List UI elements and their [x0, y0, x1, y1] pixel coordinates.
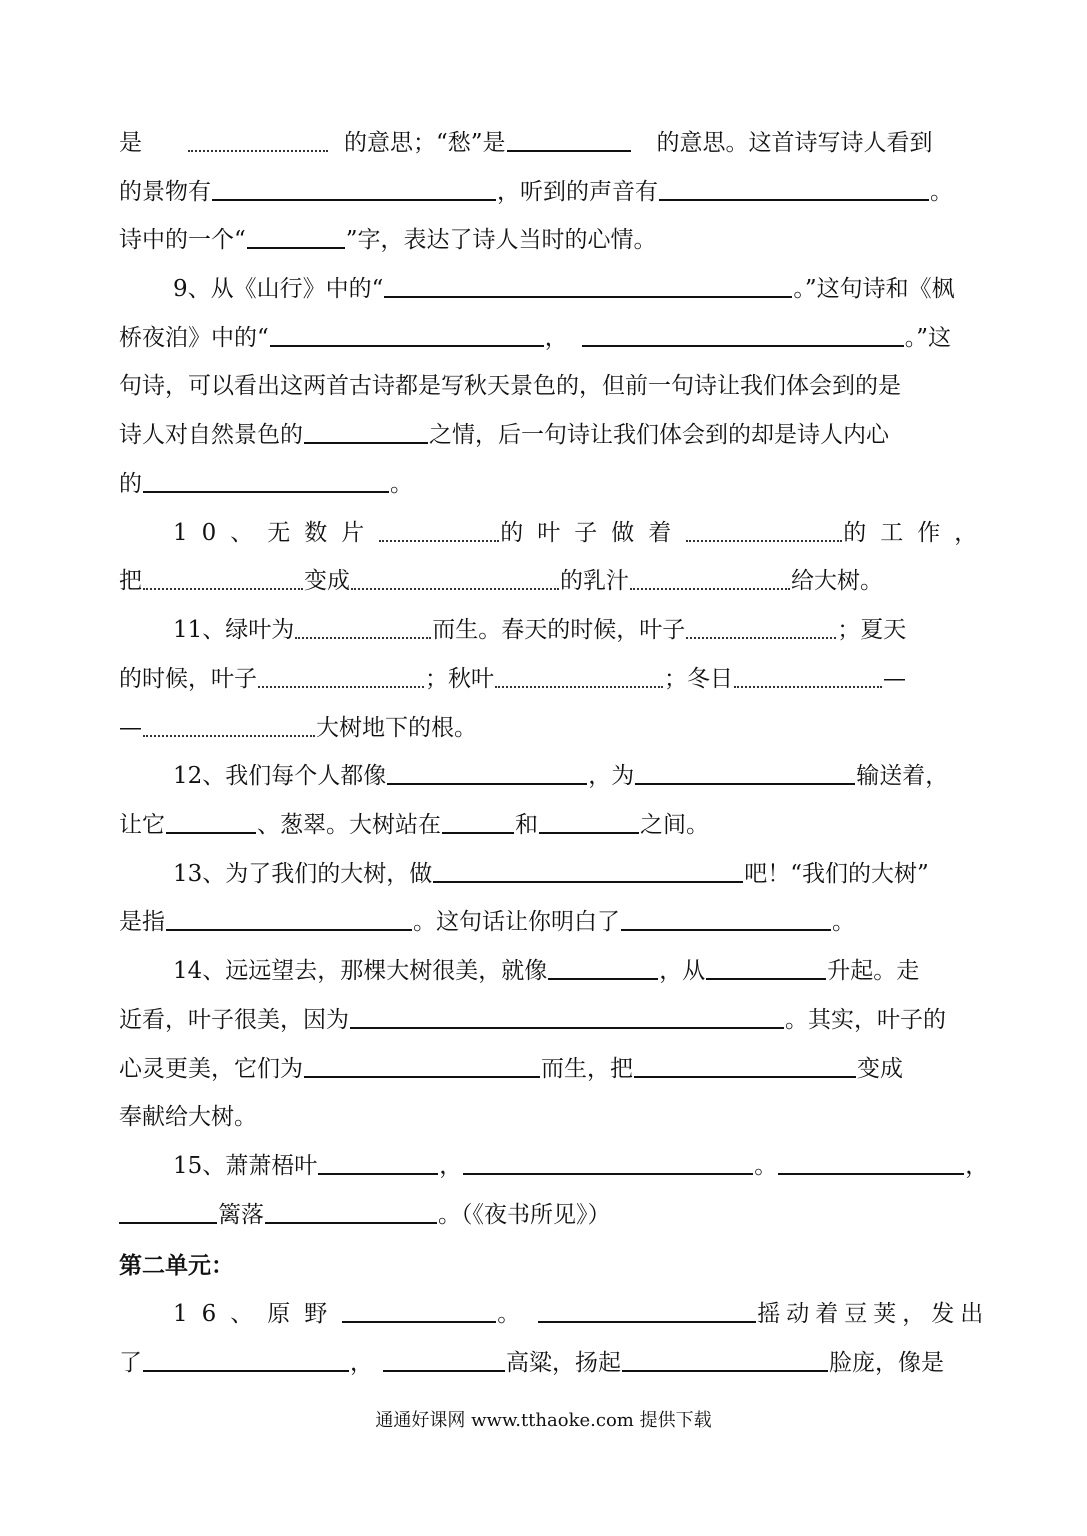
text: 的乳汁: [560, 568, 629, 594]
answer-blank[interactable]: [433, 857, 743, 883]
answer-blank[interactable]: [442, 808, 514, 834]
text: 和: [515, 812, 538, 838]
answer-blank[interactable]: [295, 613, 431, 639]
answer-blank[interactable]: [350, 1003, 784, 1029]
answer-blank[interactable]: [265, 1198, 437, 1224]
answer-blank[interactable]: [630, 564, 790, 590]
text: 的意思；“愁”是: [344, 130, 506, 156]
answer-blank[interactable]: [384, 272, 792, 298]
text: 之情，后一句诗让我们体会到的却是诗人内心: [429, 422, 889, 448]
answer-blank[interactable]: [379, 516, 499, 542]
answer-blank[interactable]: [621, 905, 831, 931]
text: 11、绿叶为: [173, 617, 295, 643]
text: 的工作，: [843, 520, 992, 546]
text: 吧！“我们的大树”: [744, 861, 929, 887]
text: ；夏天: [837, 617, 907, 643]
text-line: [119, 366, 969, 406]
answer-blank[interactable]: [188, 126, 328, 152]
text-line: [119, 756, 969, 796]
text-line: [119, 220, 969, 260]
text-line: [119, 464, 969, 504]
text: 、葱翠。大树站在: [257, 812, 441, 838]
text: 诗人对自然景色的: [119, 422, 303, 448]
text-line: [119, 1195, 969, 1235]
answer-blank[interactable]: [706, 954, 826, 980]
text: —: [883, 666, 906, 692]
answer-blank[interactable]: [548, 954, 658, 980]
text: ，: [439, 1153, 463, 1179]
answer-blank[interactable]: [143, 467, 389, 493]
text: 的时候，叶子: [119, 666, 257, 692]
answer-blank[interactable]: [166, 808, 256, 834]
text-line: [119, 1000, 969, 1040]
text: 。: [930, 179, 953, 205]
answer-blank[interactable]: [318, 1149, 438, 1175]
answer-blank[interactable]: [143, 564, 303, 590]
text: 。: [832, 909, 855, 935]
text: 把: [119, 568, 142, 594]
text: 。: [390, 471, 413, 497]
answer-blank[interactable]: [119, 1198, 217, 1224]
text-line: [119, 513, 992, 553]
answer-blank[interactable]: [166, 905, 412, 931]
text: 16、原野: [173, 1301, 342, 1327]
text-line: [119, 318, 969, 358]
text: ；冬日: [664, 666, 733, 692]
text: 9、从《山行》中的“: [173, 276, 384, 302]
text: 的意思。这首诗写诗人看到: [656, 130, 933, 156]
answer-blank[interactable]: [539, 808, 639, 834]
answer-blank[interactable]: [270, 321, 544, 347]
answer-blank[interactable]: [247, 223, 345, 249]
text-line: [119, 1343, 969, 1383]
text: —: [119, 715, 142, 741]
text-line: [119, 1049, 969, 1089]
text: 是指: [119, 909, 165, 935]
text: ；秋叶: [425, 666, 494, 692]
text: 输送着，: [856, 763, 949, 789]
answer-blank[interactable]: [304, 418, 428, 444]
text: 桥夜泊》中的“: [119, 325, 269, 351]
answer-blank[interactable]: [351, 564, 559, 590]
section-heading-text: 第二单元：: [119, 1253, 234, 1279]
text: 。”这: [904, 325, 952, 351]
text: 12、我们每个人都像: [173, 763, 387, 789]
text: ，: [965, 1153, 989, 1179]
text-line: [119, 269, 969, 309]
answer-blank[interactable]: [659, 175, 929, 201]
text-line: [119, 951, 969, 991]
text: 变成: [857, 1056, 903, 1082]
text: 句诗，可以看出这两首古诗都是写秋天景色的，但前一句诗让我们体会到的是: [119, 373, 901, 399]
answer-blank[interactable]: [734, 662, 882, 688]
text: 了: [119, 1350, 142, 1376]
text-line: [119, 902, 969, 942]
text: ，为: [588, 763, 635, 789]
text-line: [119, 1294, 990, 1334]
answer-blank[interactable]: [686, 516, 842, 542]
text: 的: [119, 471, 142, 497]
text-line: [119, 1097, 969, 1137]
text: ，: [350, 1350, 373, 1376]
text: 14、远远望去，那棵大树很美，就像: [173, 958, 548, 984]
answer-blank[interactable]: [383, 1346, 505, 1372]
text: 。: [754, 1153, 778, 1179]
text: 心灵更美，它们为: [119, 1056, 303, 1082]
answer-blank[interactable]: [212, 175, 496, 201]
answer-blank[interactable]: [582, 321, 904, 347]
answer-blank[interactable]: [538, 1297, 756, 1323]
section-heading: [119, 1246, 969, 1286]
text-line: [119, 805, 969, 845]
text: ，听到的声音有: [497, 179, 658, 205]
text: 诗中的一个“: [119, 227, 246, 253]
text: ”字，表达了诗人当时的心情。: [345, 227, 657, 253]
text: 篱落: [218, 1202, 264, 1228]
answer-blank[interactable]: [258, 662, 424, 688]
answer-blank[interactable]: [463, 1149, 753, 1175]
page-footer: 通通好课网 www.tthaoke.com 提供下载: [375, 1410, 712, 1431]
text: 。”这句诗和《枫: [793, 276, 955, 302]
text: 之间。: [640, 812, 709, 838]
text-line: [119, 561, 969, 601]
text: ，: [544, 325, 568, 351]
answer-blank[interactable]: [686, 613, 836, 639]
text: 。其实，叶子的: [785, 1007, 946, 1033]
text-line: [119, 854, 969, 894]
answer-blank[interactable]: [622, 1346, 828, 1372]
text-line: [119, 708, 969, 748]
text: 摇动着豆荚，发出: [757, 1301, 990, 1327]
text: 。: [497, 1301, 521, 1327]
text: 。这句话让你明白了: [413, 909, 620, 935]
text: 近看，叶子很美，因为: [119, 1007, 349, 1033]
answer-blank[interactable]: [634, 1052, 856, 1078]
text: 变成: [304, 568, 350, 594]
text: 的叶子做着: [500, 520, 686, 546]
text-line: [119, 659, 969, 699]
text: 。（《夜书所见》）: [438, 1202, 611, 1228]
text: ，从: [659, 958, 706, 984]
answer-blank[interactable]: [778, 1149, 964, 1175]
text-line: [119, 415, 969, 455]
answer-blank[interactable]: [387, 759, 587, 785]
answer-blank[interactable]: [143, 711, 315, 737]
text-line: [119, 1146, 989, 1186]
answer-blank[interactable]: [635, 759, 855, 785]
answer-blank[interactable]: [342, 1297, 496, 1323]
text: 奉献给大树。: [119, 1104, 257, 1130]
text: 13、为了我们的大树，做: [173, 861, 433, 887]
answer-blank[interactable]: [507, 126, 631, 152]
text-line: [119, 123, 969, 163]
text: 是: [119, 130, 142, 156]
answer-blank[interactable]: [143, 1346, 349, 1372]
text: 的景物有: [119, 179, 211, 205]
answer-blank[interactable]: [495, 662, 663, 688]
text: 15、萧萧梧叶: [173, 1153, 318, 1179]
text: 大树地下的根。: [316, 715, 477, 741]
text: 高粱，扬起: [506, 1350, 621, 1376]
text: 而生。春天的时候，叶子: [432, 617, 686, 643]
answer-blank[interactable]: [304, 1052, 540, 1078]
text: 升起。走: [827, 958, 920, 984]
text: 让它: [119, 812, 165, 838]
text-line: [119, 610, 969, 650]
text: 10、无数片: [173, 520, 379, 546]
text-line: [119, 172, 969, 212]
text: 给大树。: [791, 568, 883, 594]
text: 脸庞，像是: [829, 1350, 944, 1376]
text: 而生，把: [541, 1056, 633, 1082]
